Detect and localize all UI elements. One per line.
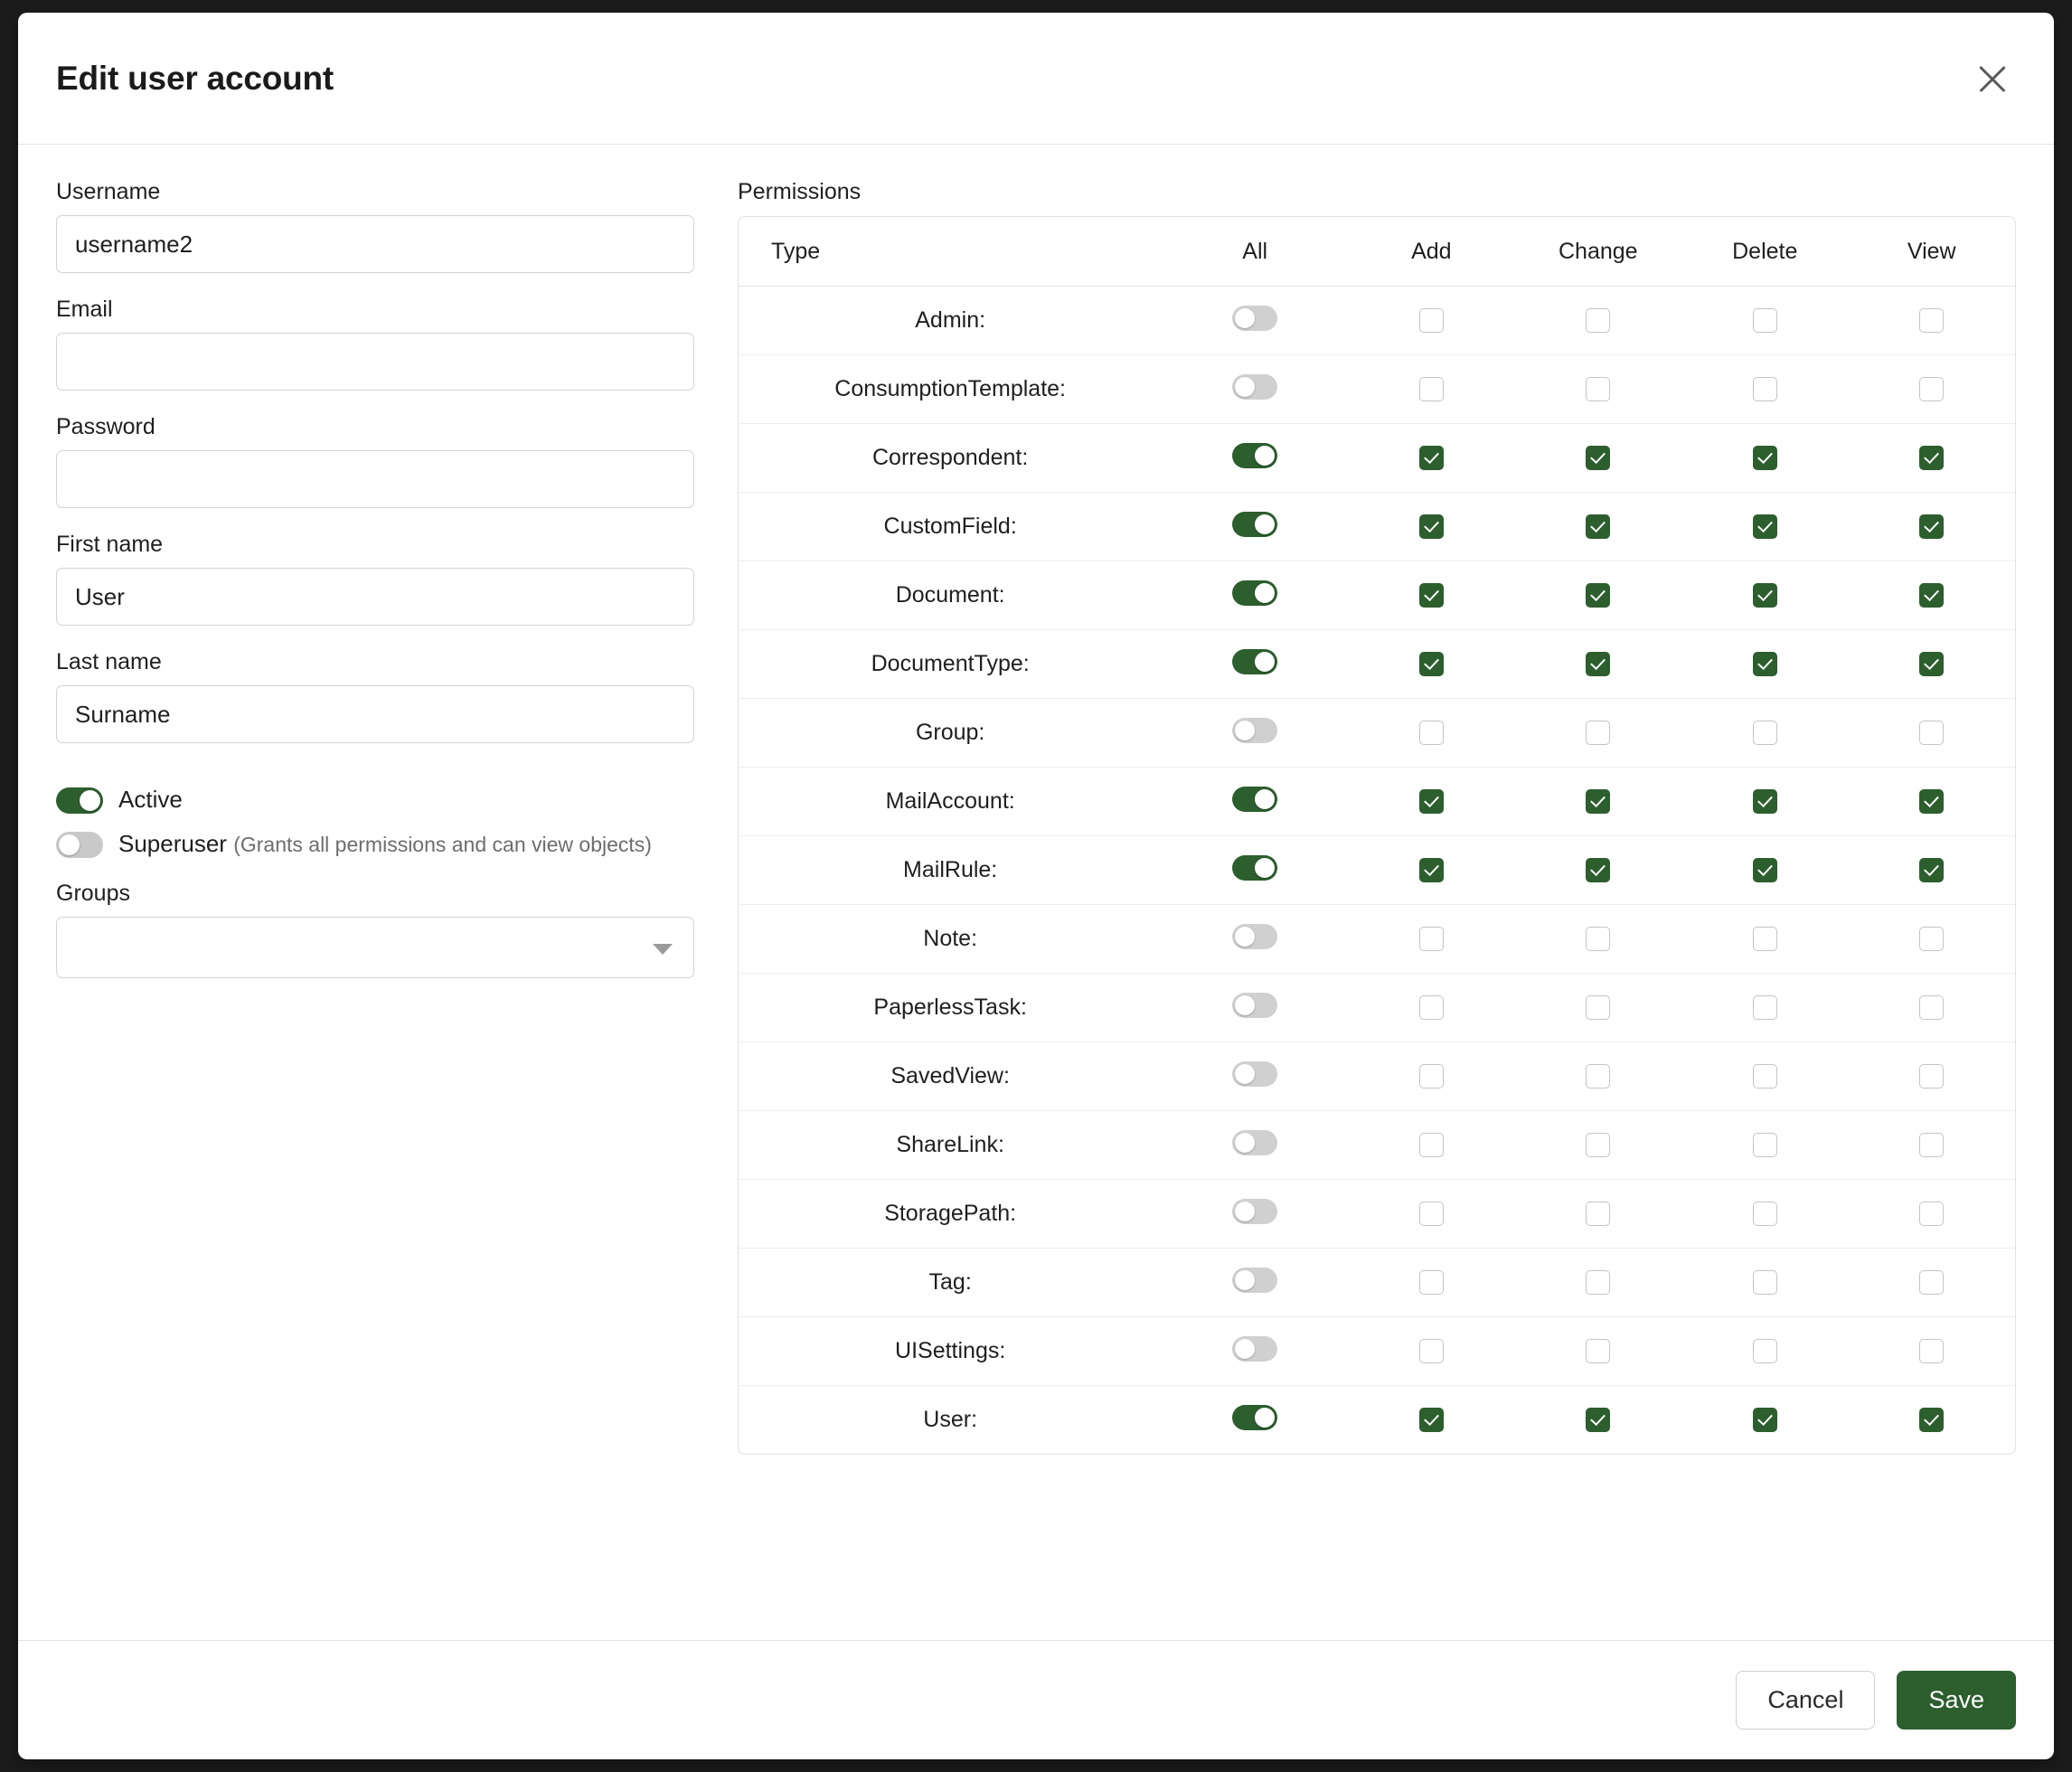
superuser-toggle[interactable] — [56, 832, 103, 858]
permission-all-toggle[interactable] — [1232, 718, 1277, 743]
permission-change-checkbox[interactable] — [1586, 377, 1610, 401]
permission-view-cell — [1848, 974, 2015, 1042]
permission-view-checkbox[interactable] — [1919, 377, 1944, 401]
permission-view-checkbox[interactable] — [1919, 995, 1944, 1020]
permission-add-cell — [1348, 493, 1514, 561]
table-row — [739, 424, 2015, 493]
table-row — [739, 1386, 2015, 1455]
column-header-delete: Delete — [1681, 217, 1848, 287]
permission-view-checkbox[interactable] — [1919, 927, 1944, 951]
permission-view-checkbox[interactable] — [1919, 446, 1944, 470]
permission-change-checkbox[interactable] — [1586, 1270, 1610, 1295]
close-icon[interactable] — [1971, 57, 2014, 100]
permissions-header-row — [739, 217, 2015, 287]
permission-change-cell — [1515, 1111, 1681, 1180]
permission-all-toggle[interactable] — [1232, 993, 1277, 1018]
email-field[interactable] — [56, 333, 694, 391]
permission-all-cell — [1162, 1180, 1348, 1249]
active-toggle-row — [56, 783, 694, 816]
permission-change-cell — [1515, 630, 1681, 699]
permission-delete-cell — [1681, 905, 1848, 974]
permission-delete-checkbox[interactable] — [1753, 1408, 1777, 1432]
table-row — [739, 493, 2015, 561]
column-header-all: All — [1162, 217, 1348, 287]
permission-all-cell — [1162, 1386, 1348, 1455]
permission-change-cell — [1515, 905, 1681, 974]
permission-change-cell — [1515, 1317, 1681, 1386]
permission-change-cell — [1515, 836, 1681, 905]
permission-all-cell — [1162, 836, 1348, 905]
permission-type-label: MailRule: — [739, 836, 1162, 905]
permission-type-label: DocumentType: — [739, 630, 1162, 699]
permission-type-label: UISettings: — [739, 1317, 1162, 1386]
permission-all-toggle[interactable] — [1232, 787, 1277, 812]
permission-delete-checkbox[interactable] — [1753, 446, 1777, 470]
permission-add-checkbox[interactable] — [1419, 446, 1444, 470]
permission-add-checkbox[interactable] — [1419, 789, 1444, 814]
permission-delete-cell — [1681, 1180, 1848, 1249]
permission-add-checkbox[interactable] — [1419, 858, 1444, 882]
permission-add-cell — [1348, 1042, 1514, 1111]
permission-view-cell — [1848, 424, 2015, 493]
permission-all-toggle[interactable] — [1232, 1405, 1277, 1430]
permission-view-checkbox[interactable] — [1919, 858, 1944, 882]
permission-delete-checkbox[interactable] — [1753, 995, 1777, 1020]
permission-add-checkbox[interactable] — [1419, 1064, 1444, 1089]
permission-delete-checkbox[interactable] — [1753, 1339, 1777, 1363]
active-toggle[interactable] — [56, 787, 103, 814]
permission-add-checkbox[interactable] — [1419, 1339, 1444, 1363]
permission-add-cell — [1348, 630, 1514, 699]
permission-change-cell — [1515, 1386, 1681, 1455]
last-name-label: Last name — [56, 649, 162, 674]
permission-view-cell — [1848, 1317, 2015, 1386]
permission-view-cell — [1848, 1386, 2015, 1455]
permission-all-toggle[interactable] — [1232, 1268, 1277, 1293]
permission-delete-checkbox[interactable] — [1753, 308, 1777, 333]
permission-change-checkbox[interactable] — [1586, 514, 1610, 539]
permission-delete-cell — [1681, 768, 1848, 836]
permission-view-checkbox[interactable] — [1919, 1064, 1944, 1089]
password-label: Password — [56, 414, 155, 439]
permission-change-checkbox[interactable] — [1586, 1064, 1610, 1089]
permission-change-checkbox[interactable] — [1586, 308, 1610, 333]
permission-change-cell — [1515, 1180, 1681, 1249]
groups-select[interactable] — [56, 917, 694, 978]
permission-delete-checkbox[interactable] — [1753, 377, 1777, 401]
permission-add-cell — [1348, 768, 1514, 836]
user-details-form — [56, 179, 694, 1640]
permission-all-cell — [1162, 974, 1348, 1042]
permission-view-checkbox[interactable] — [1919, 1202, 1944, 1226]
permission-all-cell — [1162, 1249, 1348, 1317]
permission-view-checkbox[interactable] — [1919, 789, 1944, 814]
cancel-button[interactable]: Cancel — [1736, 1671, 1875, 1730]
permission-change-cell — [1515, 355, 1681, 424]
table-row — [739, 768, 2015, 836]
permission-delete-cell — [1681, 1249, 1848, 1317]
permission-all-toggle[interactable] — [1232, 443, 1277, 468]
groups-select-wrap — [56, 917, 694, 978]
permission-view-cell — [1848, 355, 2015, 424]
permission-all-toggle[interactable] — [1232, 1061, 1277, 1087]
email-label: Email — [56, 297, 113, 322]
table-row — [739, 287, 2015, 355]
permission-change-cell — [1515, 424, 1681, 493]
permission-all-toggle[interactable] — [1232, 1199, 1277, 1224]
permissions-section — [738, 179, 2016, 1640]
column-header-add: Add — [1348, 217, 1514, 287]
permission-add-cell — [1348, 1386, 1514, 1455]
permission-add-checkbox[interactable] — [1419, 1133, 1444, 1157]
permission-delete-cell — [1681, 355, 1848, 424]
permission-type-label: SavedView: — [739, 1042, 1162, 1111]
permission-type-label: Correspondent: — [739, 424, 1162, 493]
table-row — [739, 1317, 2015, 1386]
permission-add-checkbox[interactable] — [1419, 1270, 1444, 1295]
password-field[interactable] — [56, 450, 694, 508]
chevron-down-icon — [653, 944, 673, 955]
permission-change-checkbox[interactable] — [1586, 858, 1610, 882]
permission-view-cell — [1848, 493, 2015, 561]
permission-all-toggle[interactable] — [1232, 1336, 1277, 1362]
permission-all-cell — [1162, 355, 1348, 424]
permission-view-cell — [1848, 1042, 2015, 1111]
permission-all-cell — [1162, 1111, 1348, 1180]
permission-add-cell — [1348, 974, 1514, 1042]
permission-add-cell — [1348, 836, 1514, 905]
permission-delete-cell — [1681, 561, 1848, 630]
permission-view-checkbox[interactable] — [1919, 583, 1944, 608]
permission-type-label: User: — [923, 1407, 978, 1432]
active-label: Active — [118, 786, 183, 813]
table-row — [739, 974, 2015, 1042]
permission-view-cell — [1848, 836, 2015, 905]
permission-view-cell — [1848, 561, 2015, 630]
table-row — [739, 1180, 2015, 1249]
permission-change-checkbox[interactable] — [1586, 1202, 1610, 1226]
permission-add-cell — [1348, 905, 1514, 974]
permission-type-label: Group: — [739, 699, 1162, 768]
table-row — [739, 699, 2015, 768]
permissions-title: Permissions — [738, 179, 862, 204]
permission-all-toggle[interactable] — [1232, 306, 1277, 331]
permission-add-cell — [1348, 355, 1514, 424]
permission-delete-checkbox[interactable] — [1753, 1202, 1777, 1226]
permission-add-checkbox[interactable] — [1419, 1408, 1444, 1432]
permission-delete-cell — [1681, 1111, 1848, 1180]
permission-all-cell — [1162, 1317, 1348, 1386]
permission-view-checkbox[interactable] — [1919, 1133, 1944, 1157]
permission-view-cell — [1848, 1111, 2015, 1180]
permission-change-cell — [1515, 974, 1681, 1042]
permission-all-toggle[interactable] — [1232, 924, 1277, 949]
permission-add-checkbox[interactable] — [1419, 995, 1444, 1020]
permission-view-cell — [1848, 630, 2015, 699]
permission-add-cell — [1348, 1249, 1514, 1317]
permission-delete-cell — [1681, 699, 1848, 768]
permission-type-label: Admin: — [739, 287, 1162, 355]
permission-change-cell — [1515, 1249, 1681, 1317]
permission-delete-cell — [1681, 1317, 1848, 1386]
permission-all-toggle[interactable] — [1232, 512, 1277, 537]
page-title: Edit user account — [56, 59, 334, 97]
permission-delete-cell — [1681, 974, 1848, 1042]
table-row — [739, 905, 2015, 974]
permission-type-label: ShareLink: — [739, 1111, 1162, 1180]
permission-all-cell — [1162, 561, 1348, 630]
permission-type-label: PaperlessTask: — [739, 974, 1162, 1042]
permission-delete-cell — [1681, 836, 1848, 905]
permission-add-cell — [1348, 1180, 1514, 1249]
permission-change-checkbox[interactable] — [1586, 927, 1610, 951]
table-row — [739, 630, 2015, 699]
permission-all-toggle[interactable] — [1232, 580, 1277, 606]
permission-delete-checkbox[interactable] — [1753, 1064, 1777, 1089]
permission-view-checkbox[interactable] — [1919, 652, 1944, 676]
permission-change-cell — [1515, 1042, 1681, 1111]
permission-change-checkbox[interactable] — [1586, 789, 1610, 814]
permission-add-cell — [1348, 424, 1514, 493]
permission-view-cell — [1848, 768, 2015, 836]
permission-view-checkbox[interactable] — [1919, 1339, 1944, 1363]
permission-add-checkbox[interactable] — [1419, 308, 1444, 333]
permission-view-checkbox[interactable] — [1919, 721, 1944, 745]
permission-view-checkbox[interactable] — [1919, 1270, 1944, 1295]
permission-change-checkbox[interactable] — [1586, 1339, 1610, 1363]
first-name-input[interactable] — [56, 568, 694, 626]
permission-delete-cell — [1681, 493, 1848, 561]
permission-change-checkbox[interactable] — [1586, 1408, 1610, 1432]
permission-all-cell — [1162, 287, 1348, 355]
table-row — [739, 1042, 2015, 1111]
permission-delete-checkbox[interactable] — [1753, 721, 1777, 745]
permission-all-cell — [1162, 630, 1348, 699]
permission-all-cell — [1162, 699, 1348, 768]
permission-delete-checkbox[interactable] — [1753, 789, 1777, 814]
permission-view-cell — [1848, 1180, 2015, 1249]
table-row — [739, 1111, 2015, 1180]
username-label: Username — [56, 179, 161, 204]
permission-all-toggle[interactable] — [1232, 649, 1277, 674]
table-row — [739, 1249, 2015, 1317]
permission-delete-cell — [1681, 287, 1848, 355]
permission-delete-cell — [1681, 630, 1848, 699]
permission-type-label: Tag: — [739, 1249, 1162, 1317]
permission-add-cell — [1348, 287, 1514, 355]
permission-type-label: ConsumptionTemplate: — [739, 355, 1162, 424]
permission-all-toggle[interactable] — [1232, 374, 1277, 400]
permission-delete-cell — [1681, 1042, 1848, 1111]
permissions-table — [738, 216, 2016, 1455]
permission-change-cell — [1515, 768, 1681, 836]
edit-user-account-dialog — [18, 13, 2054, 1759]
dialog-footer — [18, 1640, 2054, 1759]
permission-add-checkbox[interactable] — [1419, 721, 1444, 745]
permission-change-cell — [1515, 699, 1681, 768]
permission-add-cell — [1348, 1317, 1514, 1386]
permission-delete-checkbox[interactable] — [1753, 927, 1777, 951]
groups-label: Groups — [56, 880, 130, 906]
permission-add-checkbox[interactable] — [1419, 514, 1444, 539]
save-button[interactable]: Save — [1897, 1671, 2016, 1730]
permission-view-cell — [1848, 699, 2015, 768]
permission-all-cell — [1162, 424, 1348, 493]
table-row — [739, 355, 2015, 424]
permission-delete-cell — [1681, 1386, 1848, 1455]
username-input[interactable] — [56, 215, 694, 273]
permission-add-checkbox[interactable] — [1419, 377, 1444, 401]
permission-change-checkbox[interactable] — [1586, 995, 1610, 1020]
permission-delete-checkbox[interactable] — [1753, 858, 1777, 882]
permission-delete-checkbox[interactable] — [1753, 583, 1777, 608]
permission-add-checkbox[interactable] — [1419, 652, 1444, 676]
permission-change-checkbox[interactable] — [1586, 583, 1610, 608]
first-name-label: First name — [56, 532, 164, 557]
table-row — [739, 836, 2015, 905]
permission-all-cell — [1162, 493, 1348, 561]
permission-all-cell — [1162, 768, 1348, 836]
permission-view-checkbox[interactable] — [1919, 514, 1944, 539]
permission-type-label: Document: — [739, 561, 1162, 630]
permission-add-checkbox[interactable] — [1419, 1202, 1444, 1226]
permission-change-cell — [1515, 287, 1681, 355]
permission-type-label: StoragePath: — [739, 1180, 1162, 1249]
permission-delete-checkbox[interactable] — [1753, 652, 1777, 676]
permission-type-label: CustomField: — [739, 493, 1162, 561]
permission-delete-checkbox[interactable] — [1753, 1270, 1777, 1295]
superuser-toggle-row — [56, 827, 689, 861]
column-header-change: Change — [1515, 217, 1681, 287]
permission-delete-checkbox[interactable] — [1753, 514, 1777, 539]
permission-add-checkbox[interactable] — [1419, 927, 1444, 951]
superuser-label — [118, 827, 652, 861]
permission-change-checkbox[interactable] — [1586, 652, 1610, 676]
permission-change-cell — [1515, 561, 1681, 630]
permission-view-checkbox[interactable] — [1919, 1408, 1944, 1432]
permission-view-cell — [1848, 905, 2015, 974]
superuser-hint: (Grants all permissions and can view objects) — [233, 832, 652, 856]
column-header-type: Type — [739, 217, 1162, 287]
permission-add-cell — [1348, 561, 1514, 630]
permission-change-checkbox[interactable] — [1586, 1133, 1610, 1157]
last-name-input[interactable] — [56, 685, 694, 743]
permission-all-cell — [1162, 905, 1348, 974]
permission-view-checkbox[interactable] — [1919, 308, 1944, 333]
permission-change-checkbox[interactable] — [1586, 446, 1610, 470]
permission-add-checkbox[interactable] — [1419, 583, 1444, 608]
permission-all-toggle[interactable] — [1232, 855, 1277, 881]
permission-all-cell — [1162, 1042, 1348, 1111]
permission-delete-cell — [1681, 424, 1848, 493]
permission-view-cell — [1848, 287, 2015, 355]
permission-type-label: Note: — [739, 905, 1162, 974]
superuser-label-text: Superuser — [118, 829, 227, 857]
column-header-view: View — [1848, 217, 2015, 287]
table-row — [739, 561, 2015, 630]
dialog-header — [18, 13, 2054, 145]
permission-add-cell — [1348, 1111, 1514, 1180]
permission-add-cell — [1348, 699, 1514, 768]
permission-all-toggle[interactable] — [1232, 1130, 1277, 1155]
dialog-body — [18, 145, 2054, 1640]
permission-change-cell — [1515, 493, 1681, 561]
permission-type-label: MailAccount: — [739, 768, 1162, 836]
permission-view-cell — [1848, 1249, 2015, 1317]
permission-change-checkbox[interactable] — [1586, 721, 1610, 745]
permission-delete-checkbox[interactable] — [1753, 1133, 1777, 1157]
